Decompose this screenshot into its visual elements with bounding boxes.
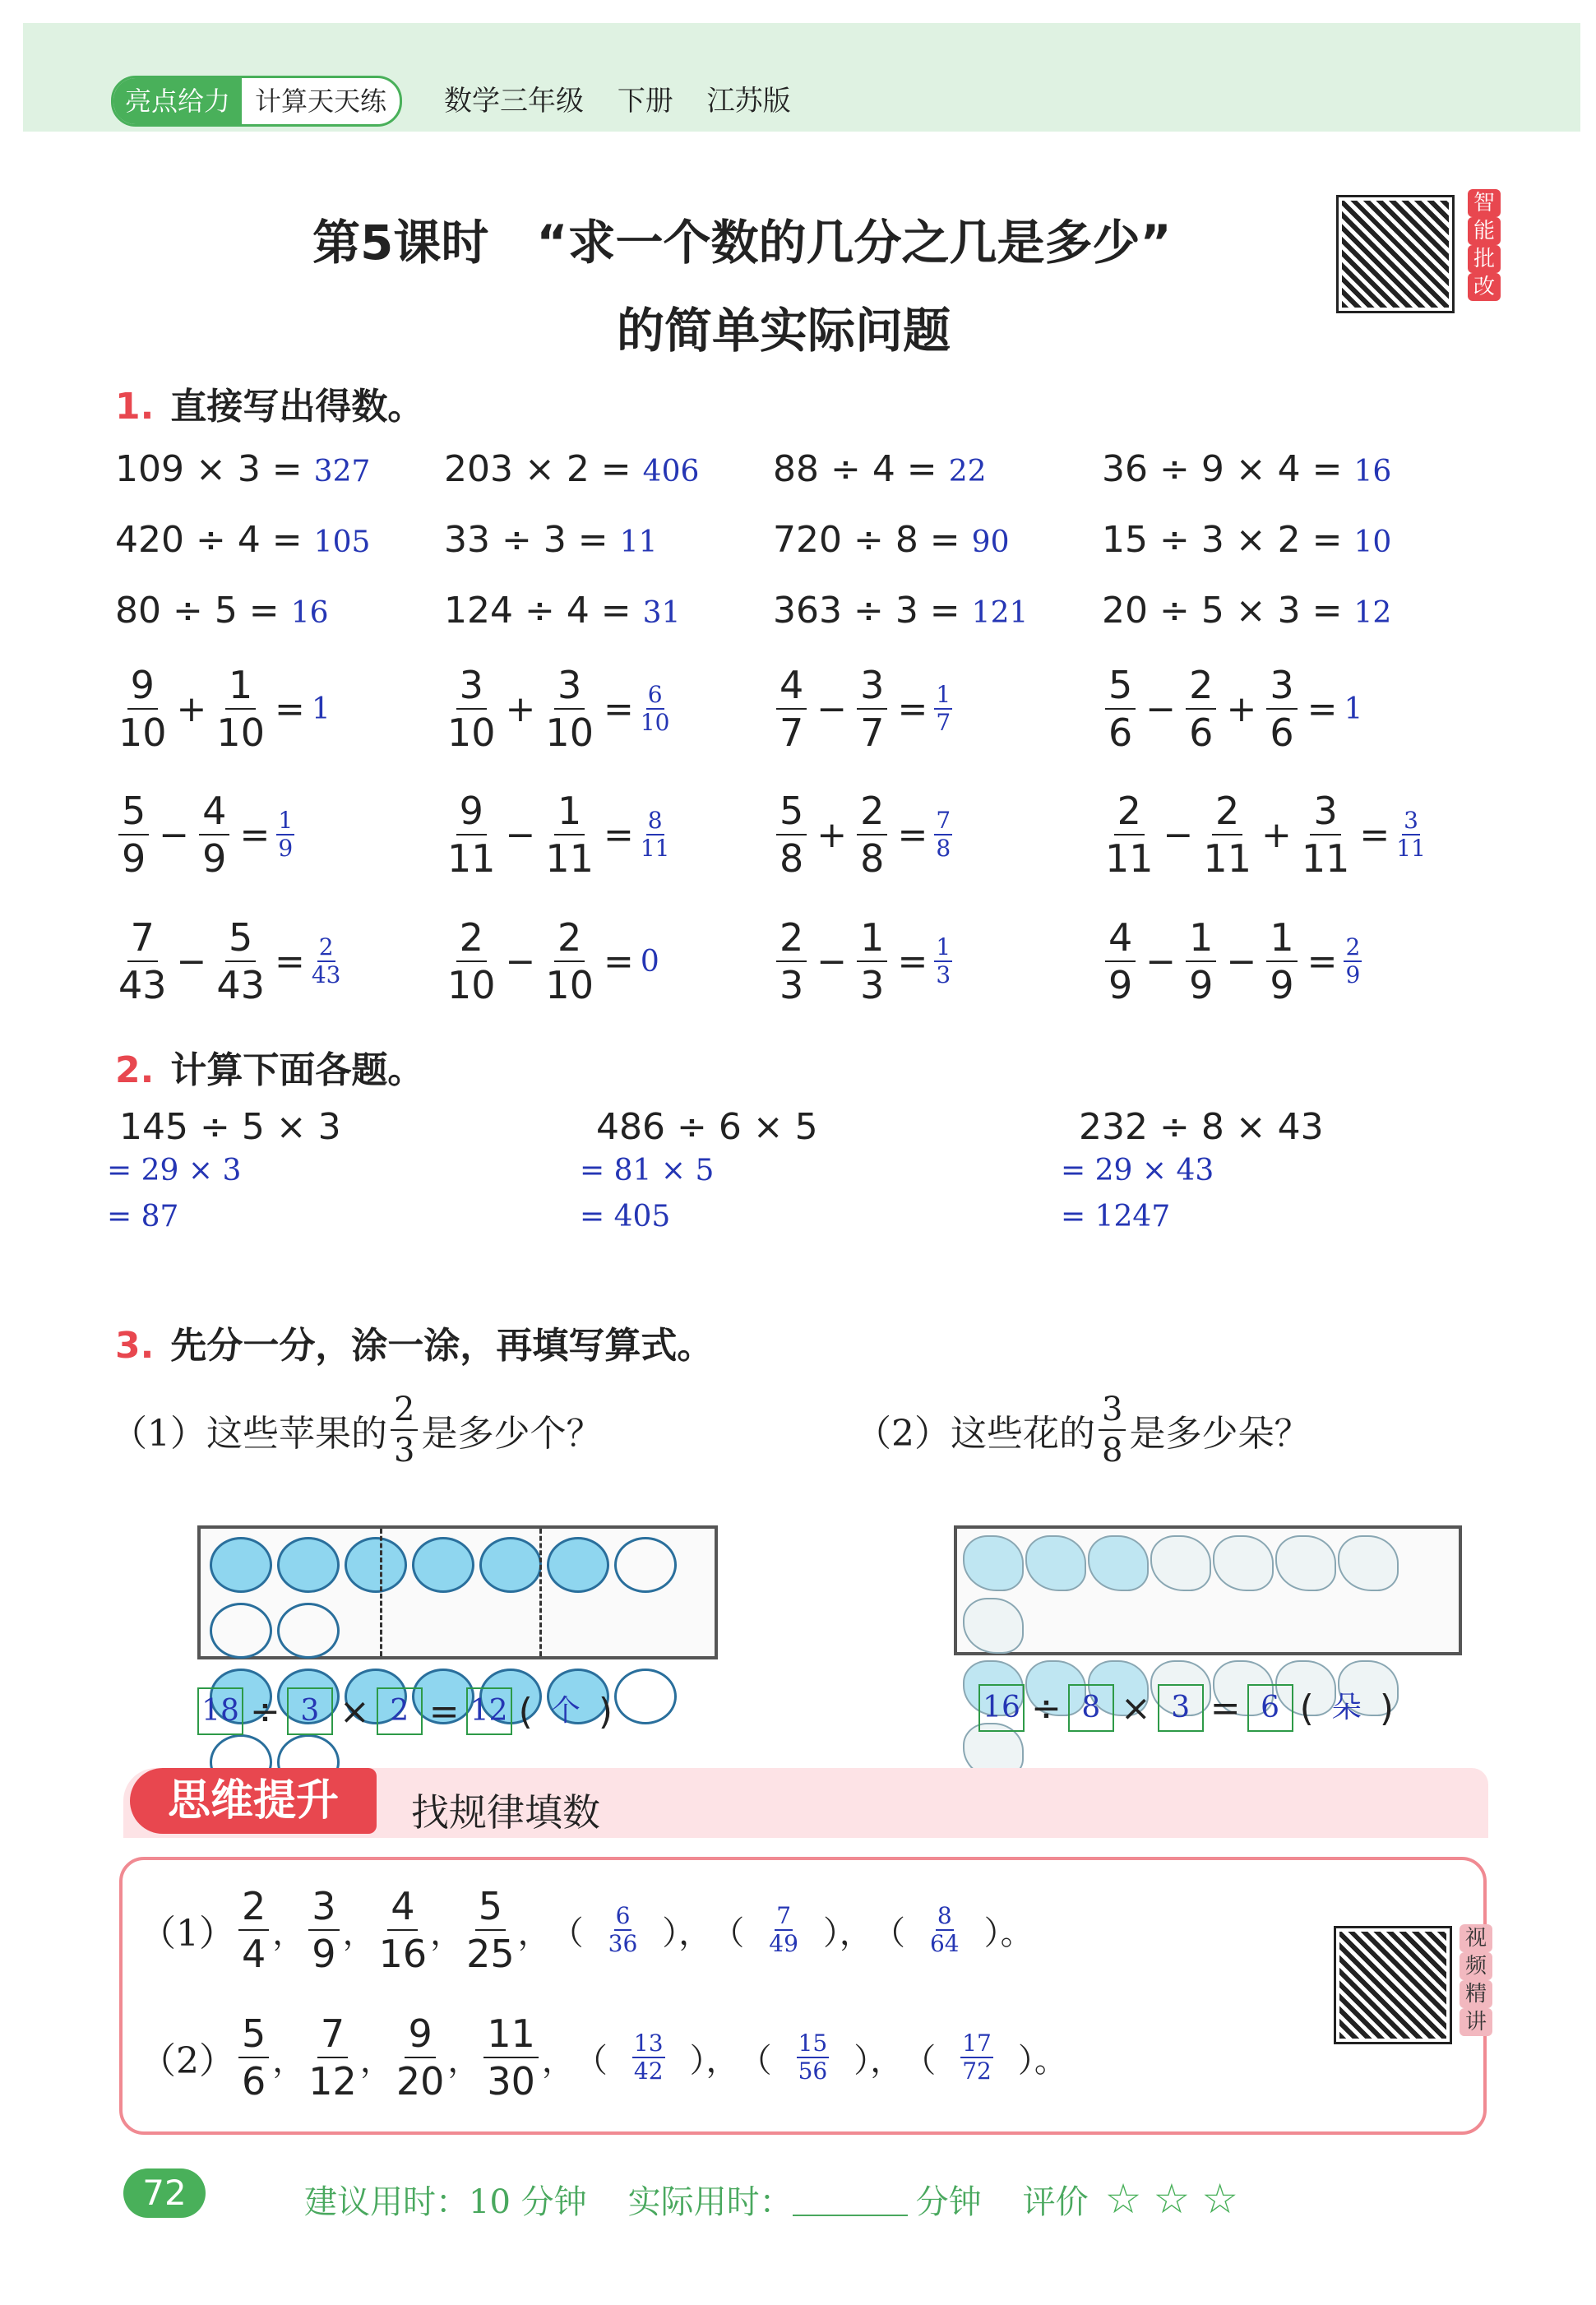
fraction-numerator: 4 bbox=[1105, 914, 1136, 962]
fraction-denominator: 6 bbox=[1108, 710, 1133, 755]
fraction bbox=[1105, 788, 1154, 882]
problem-2-text: （2）这些花的 $\frac{3}{8}$ 是多少朵？ bbox=[855, 1391, 1311, 1470]
fraction-denominator: 10 bbox=[545, 710, 594, 755]
fraction-denominator: 11 bbox=[1203, 836, 1251, 881]
operator: + bbox=[1226, 687, 1257, 730]
fraction bbox=[483, 2011, 539, 2104]
fraction-numerator: 9 bbox=[405, 2011, 435, 2058]
separator: ， bbox=[447, 2041, 481, 2080]
fraction-numerator: 2 bbox=[1212, 788, 1242, 835]
flower-icon[interactable] bbox=[1150, 1535, 1211, 1591]
separator: ， bbox=[359, 2041, 393, 2080]
fraction-denominator: 6 bbox=[242, 2059, 266, 2104]
calc-item: 203 × 2 = 406 bbox=[444, 448, 700, 490]
fraction-denominator: 10 bbox=[216, 710, 265, 755]
fraction-numerator: 5 bbox=[1105, 662, 1136, 710]
fraction-numerator: 2 bbox=[857, 788, 887, 835]
operator: = bbox=[274, 687, 305, 730]
calc-item: 36 ÷ 9 × 4 = 16 bbox=[1102, 448, 1392, 490]
fraction bbox=[308, 1883, 339, 1977]
fraction-denominator: 4 bbox=[242, 1932, 266, 1976]
fraction-numerator: 2 bbox=[776, 914, 807, 962]
fraction-denominator: 43 bbox=[216, 963, 265, 1007]
separator: ， bbox=[272, 2041, 306, 2080]
fraction-numerator: 1 bbox=[857, 914, 887, 962]
fraction-item bbox=[773, 788, 952, 882]
book-info bbox=[444, 81, 791, 122]
fraction-denominator: 9 bbox=[1108, 963, 1133, 1007]
fraction-denominator: 11 bbox=[447, 836, 496, 881]
operator: = bbox=[1307, 940, 1338, 983]
fraction-denominator: 3 bbox=[860, 963, 885, 1007]
fraction-numerator: 5 bbox=[118, 788, 149, 835]
operator: + bbox=[505, 687, 536, 730]
fraction bbox=[930, 1903, 960, 1957]
volume-label: 下册 bbox=[617, 85, 673, 118]
operator: − bbox=[176, 940, 207, 983]
calc-item: 720 ÷ 8 = 90 bbox=[773, 519, 1010, 561]
fraction bbox=[1396, 808, 1426, 862]
fraction bbox=[545, 662, 594, 756]
fraction-denominator: 8 bbox=[936, 835, 951, 862]
fraction-denominator: 42 bbox=[633, 2057, 664, 2085]
fraction bbox=[776, 914, 807, 1008]
apple-row bbox=[207, 1534, 709, 1665]
fraction-item bbox=[1102, 788, 1426, 882]
paren: ）。 bbox=[983, 1914, 1034, 1952]
answer-box[interactable]: 2 bbox=[377, 1687, 423, 1735]
fraction-numerator: 2 bbox=[456, 914, 487, 962]
fraction-denominator: 11 bbox=[545, 836, 594, 881]
formula-2: 16 ÷ 8 × 3 = 6 ( 朵 ) bbox=[978, 1684, 1400, 1732]
fraction-denominator: 6 bbox=[1270, 710, 1294, 755]
star-icon[interactable]: ☆ bbox=[1104, 2175, 1142, 2223]
operator: − bbox=[817, 940, 848, 983]
fraction-row bbox=[115, 788, 1513, 886]
fraction-numerator: 2 bbox=[1186, 662, 1216, 710]
fraction bbox=[960, 2030, 993, 2085]
fraction-numerator: 2 bbox=[1345, 933, 1361, 960]
fraction-numerator: 8 bbox=[937, 1902, 952, 1929]
fraction bbox=[545, 788, 594, 882]
apple-icon[interactable] bbox=[614, 1537, 677, 1593]
fraction-denominator: 7 bbox=[860, 710, 885, 755]
answer-box[interactable]: 3 bbox=[287, 1687, 333, 1735]
operator: = bbox=[897, 813, 928, 856]
calc-item: 20 ÷ 5 × 3 = 12 bbox=[1102, 590, 1392, 632]
apple-icon[interactable] bbox=[547, 1537, 609, 1593]
page-number: 72 bbox=[123, 2168, 206, 2218]
fraction-denominator: 10 bbox=[640, 709, 670, 736]
fraction-numerator: 9 bbox=[456, 788, 487, 835]
fraction bbox=[1203, 788, 1251, 882]
paren: （ bbox=[903, 2041, 937, 2080]
fraction bbox=[1266, 914, 1297, 1008]
fraction-numerator: 2 bbox=[554, 914, 585, 962]
fraction bbox=[857, 662, 887, 756]
fraction-denominator: 9 bbox=[312, 1932, 336, 1976]
fraction bbox=[216, 662, 265, 756]
fraction-numerator: 1 bbox=[225, 662, 256, 710]
fraction-denominator: 9 bbox=[1189, 963, 1214, 1007]
step-calc-3: 232 ÷ 8 × 43 = 29 × 43 = 1247 bbox=[1061, 1106, 1324, 1233]
apple-icon[interactable] bbox=[412, 1537, 474, 1593]
operator: − bbox=[1145, 940, 1177, 983]
fraction bbox=[934, 934, 952, 988]
fraction-denominator: 11 bbox=[1301, 836, 1350, 881]
operator: = bbox=[603, 687, 634, 730]
paren: （ bbox=[711, 1914, 745, 1952]
paren: （ bbox=[550, 1914, 584, 1952]
answer: 1 bbox=[311, 692, 331, 726]
operator: − bbox=[1145, 687, 1177, 730]
fraction-denominator: 11 bbox=[640, 835, 670, 862]
apple-icon[interactable] bbox=[210, 1603, 272, 1659]
flower-icon[interactable] bbox=[963, 1598, 1024, 1654]
paren: ）， bbox=[854, 2041, 904, 2080]
fraction-denominator: 36 bbox=[608, 1930, 638, 1957]
fraction-denominator: 9 bbox=[202, 836, 227, 881]
fraction bbox=[632, 2030, 665, 2085]
answer-box[interactable]: 8 bbox=[1068, 1684, 1114, 1732]
flower-row bbox=[962, 1534, 1455, 1659]
fraction-denominator: 43 bbox=[118, 963, 167, 1007]
step-calc-1: 145 ÷ 5 × 3 = 29 × 3 = 87 bbox=[107, 1106, 341, 1233]
calc-item: 33 ÷ 3 = 11 bbox=[444, 519, 658, 561]
fraction bbox=[308, 2011, 357, 2104]
fraction bbox=[797, 2030, 830, 2085]
fraction-denominator: 6 bbox=[1189, 710, 1214, 755]
fraction-denominator: 56 bbox=[798, 2057, 828, 2085]
thinking-title: 找规律填数 bbox=[411, 1790, 600, 1835]
fraction-item bbox=[773, 662, 952, 756]
separator: ， bbox=[430, 1914, 464, 1952]
fraction bbox=[857, 788, 887, 882]
fraction-denominator: 9 bbox=[278, 835, 294, 862]
apple-icon[interactable] bbox=[210, 1537, 272, 1593]
flower-icon[interactable] bbox=[1338, 1535, 1399, 1591]
fraction-numerator: 3 bbox=[456, 662, 487, 710]
fraction bbox=[769, 1903, 798, 1957]
fraction-denominator: 64 bbox=[929, 1930, 960, 1957]
fraction-denominator: 8 bbox=[860, 836, 885, 881]
answer-box[interactable]: 12 bbox=[466, 1687, 512, 1735]
apple-icon[interactable] bbox=[345, 1537, 407, 1593]
fraction-denominator: 10 bbox=[447, 963, 496, 1007]
series-label: 计算天天练 bbox=[255, 86, 387, 117]
separator: ， bbox=[517, 1914, 551, 1952]
paren: ）， bbox=[662, 1914, 712, 1952]
fraction-numerator: 3 bbox=[857, 662, 887, 710]
calc-item: 420 ÷ 4 = 105 bbox=[115, 519, 371, 561]
answer-box[interactable]: 6 bbox=[1247, 1684, 1293, 1732]
operator: = bbox=[274, 940, 305, 983]
operator: = bbox=[603, 813, 634, 856]
fraction bbox=[1186, 662, 1216, 756]
pattern-row-1 bbox=[140, 1883, 1034, 1977]
fraction bbox=[934, 682, 952, 736]
fraction-numerator: 4 bbox=[387, 1883, 418, 1931]
lesson-title-line2: 的简单实际问题 bbox=[617, 303, 951, 359]
fraction bbox=[608, 1903, 638, 1957]
flower-icon[interactable] bbox=[1275, 1535, 1336, 1591]
flower-icon[interactable] bbox=[963, 1535, 1024, 1591]
section-3-heading: 3. 先分一分，涂一涂，再填写算式。 bbox=[115, 1325, 714, 1367]
apple-icon[interactable] bbox=[614, 1669, 677, 1724]
fraction bbox=[447, 788, 496, 882]
series-badge bbox=[111, 76, 402, 127]
fraction bbox=[118, 914, 167, 1008]
calc-item: 80 ÷ 5 = 16 bbox=[115, 590, 329, 632]
formula-1: 18 ÷ 3 × 2 = 12 ( 个 ) bbox=[197, 1687, 619, 1735]
step-calc-2: 486 ÷ 6 × 5 = 81 × 5 = 405 bbox=[580, 1106, 818, 1233]
fraction-numerator: 4 bbox=[199, 788, 229, 835]
fraction-item bbox=[115, 788, 294, 882]
fraction-numerator: 1 bbox=[936, 681, 951, 708]
time-footer: 建议用时：10 分钟 实际用时： 分钟 评价 ☆ ☆ ☆ bbox=[304, 2175, 1239, 2223]
answer-box[interactable]: 3 bbox=[1158, 1684, 1204, 1732]
row-label: （1） bbox=[140, 1913, 235, 1955]
fraction-denominator: 9 bbox=[122, 836, 146, 881]
fraction bbox=[1302, 788, 1350, 882]
fraction bbox=[312, 934, 341, 988]
fraction-numerator: 1 bbox=[278, 807, 294, 834]
fraction-numerator: 17 bbox=[962, 2030, 992, 2057]
calc-item: 88 ÷ 4 = 22 bbox=[773, 448, 987, 490]
fraction-denominator: 7 bbox=[936, 709, 951, 736]
fraction-numerator: 1 bbox=[1186, 914, 1216, 962]
operator: = bbox=[1307, 687, 1338, 730]
fraction-row bbox=[115, 914, 1513, 1013]
paren: （ bbox=[574, 2041, 608, 2080]
fraction-denominator: 72 bbox=[962, 2057, 992, 2085]
pattern-row-2 bbox=[140, 2011, 1067, 2104]
fraction-numerator: 7 bbox=[317, 2011, 348, 2058]
fraction-row bbox=[115, 662, 1513, 761]
fraction bbox=[1105, 914, 1136, 1008]
fraction bbox=[238, 1883, 269, 1977]
paren: （ bbox=[872, 1914, 905, 1952]
calc-item: 15 ÷ 3 × 2 = 10 bbox=[1102, 519, 1392, 561]
operator: + bbox=[176, 687, 207, 730]
lesson-title-line1: 第5课时 “求一个数的几分之几是多少” bbox=[312, 215, 1172, 271]
answer-box[interactable]: 16 bbox=[978, 1684, 1025, 1732]
operator: − bbox=[159, 813, 190, 856]
problem-1-text: （1）这些苹果的 $\frac{2}{3}$ 是多少个？ bbox=[111, 1391, 603, 1470]
subject-label: 数学三年级 bbox=[444, 85, 584, 118]
flower-icon[interactable] bbox=[1088, 1535, 1149, 1591]
fraction-numerator: 3 bbox=[1266, 662, 1297, 710]
fraction-denominator: 12 bbox=[308, 2059, 357, 2104]
fraction-denominator: 25 bbox=[466, 1932, 515, 1976]
operator: = bbox=[1359, 813, 1390, 856]
fraction bbox=[776, 662, 807, 756]
fraction bbox=[776, 788, 807, 882]
fraction-numerator: 9 bbox=[127, 662, 158, 710]
separator: ， bbox=[342, 1914, 376, 1952]
fraction-numerator: 4 bbox=[776, 662, 807, 710]
fraction-numerator: 6 bbox=[647, 681, 663, 708]
operator: = bbox=[897, 687, 928, 730]
fraction-denominator: 30 bbox=[487, 2059, 535, 2104]
edition-label: 江苏版 bbox=[706, 85, 791, 118]
fraction bbox=[641, 808, 670, 862]
video-lecture-label: 视 频 精 讲 bbox=[1460, 1924, 1492, 2036]
row-label: （2） bbox=[140, 2040, 235, 2082]
fraction bbox=[379, 1883, 428, 1977]
fraction-numerator: 5 bbox=[475, 1883, 506, 1931]
fraction-numerator: 3 bbox=[1404, 807, 1418, 834]
separator: ， bbox=[272, 1914, 306, 1952]
fraction-item bbox=[1102, 662, 1362, 756]
fraction-numerator: 13 bbox=[633, 2030, 664, 2057]
fraction bbox=[447, 662, 496, 756]
fraction-item bbox=[444, 788, 669, 882]
flower-icon[interactable] bbox=[1025, 1535, 1086, 1591]
fraction-denominator: 16 bbox=[378, 1932, 428, 1976]
fraction-numerator: 5 bbox=[238, 2011, 269, 2058]
answer: 0 bbox=[640, 944, 659, 979]
fraction-denominator: 43 bbox=[311, 961, 341, 988]
thinking-tab: 思维提升 bbox=[130, 1768, 377, 1834]
fraction-denominator: 20 bbox=[396, 2059, 445, 2104]
fraction-denominator: 10 bbox=[447, 710, 496, 755]
fraction-denominator: 8 bbox=[779, 836, 804, 881]
section-1-heading: 1. 直接写出得数。 bbox=[115, 386, 424, 428]
fraction-numerator: 2 bbox=[238, 1883, 269, 1931]
operator: − bbox=[817, 687, 848, 730]
fraction bbox=[545, 914, 594, 1008]
fraction-item bbox=[115, 914, 340, 1008]
fraction-item bbox=[773, 914, 952, 1008]
fraction-denominator: 49 bbox=[769, 1930, 798, 1957]
fraction bbox=[857, 914, 887, 1008]
fraction-denominator: 3 bbox=[936, 961, 951, 988]
operator: + bbox=[1261, 813, 1292, 856]
section-2-heading: 2. 计算下面各题。 bbox=[115, 1049, 424, 1091]
fraction bbox=[1266, 662, 1297, 756]
operator: − bbox=[1226, 940, 1257, 983]
fraction-denominator: 11 bbox=[1396, 835, 1426, 862]
fraction bbox=[447, 914, 496, 1008]
fraction bbox=[1186, 914, 1216, 1008]
fraction-denominator: 9 bbox=[1270, 963, 1294, 1007]
fraction bbox=[1105, 662, 1136, 756]
fraction-denominator: 9 bbox=[1345, 961, 1361, 988]
flower-icon[interactable] bbox=[1213, 1535, 1274, 1591]
fraction-numerator: 7 bbox=[127, 914, 158, 962]
operator: = bbox=[897, 940, 928, 983]
fraction bbox=[934, 808, 952, 862]
separator: ， bbox=[541, 2041, 575, 2080]
fraction-numerator: 11 bbox=[483, 2011, 539, 2058]
fraction-numerator: 5 bbox=[225, 914, 256, 962]
paren: ）， bbox=[822, 1914, 872, 1952]
fraction bbox=[118, 788, 149, 882]
fraction bbox=[276, 808, 294, 862]
paren: ）， bbox=[689, 2041, 739, 2080]
fraction-numerator: 1 bbox=[1266, 914, 1297, 962]
apples-picture[interactable] bbox=[197, 1525, 718, 1659]
calc-item: 109 × 3 = 327 bbox=[115, 448, 371, 490]
fraction bbox=[118, 662, 167, 756]
fraction-item bbox=[444, 914, 659, 1008]
fraction-numerator: 7 bbox=[936, 807, 951, 834]
fraction-numerator: 3 bbox=[554, 662, 585, 710]
flowers-picture[interactable] bbox=[954, 1525, 1462, 1655]
operator: − bbox=[505, 813, 536, 856]
operator: + bbox=[817, 813, 848, 856]
fraction-numerator: 3 bbox=[1310, 788, 1340, 835]
star-icon[interactable]: ☆ bbox=[1153, 2175, 1191, 2223]
fraction-item bbox=[444, 662, 669, 756]
fraction-denominator: 11 bbox=[1105, 836, 1154, 881]
fraction-item bbox=[1102, 914, 1362, 1008]
answer-box[interactable]: 18 bbox=[197, 1687, 243, 1735]
operator: = bbox=[603, 940, 634, 983]
fraction-numerator: 2 bbox=[1114, 788, 1145, 835]
fraction-item bbox=[115, 662, 331, 756]
smart-grading-label: 智 能 批 改 bbox=[1468, 189, 1501, 301]
fraction-numerator: 1 bbox=[554, 788, 585, 835]
paren: ）。 bbox=[1017, 2041, 1067, 2080]
fraction-numerator: 6 bbox=[615, 1902, 631, 1929]
apple-icon[interactable] bbox=[277, 1537, 340, 1593]
fraction-denominator: 7 bbox=[779, 710, 804, 755]
fraction-numerator: 8 bbox=[647, 807, 663, 834]
fraction bbox=[466, 1883, 515, 1977]
operator: − bbox=[505, 940, 536, 983]
fraction bbox=[199, 788, 229, 882]
fraction-denominator: 10 bbox=[118, 710, 167, 755]
fraction bbox=[1344, 934, 1362, 988]
fraction-numerator: 2 bbox=[318, 933, 334, 960]
operator: − bbox=[1163, 813, 1194, 856]
fraction bbox=[238, 2011, 269, 2104]
fraction-numerator: 7 bbox=[776, 1902, 792, 1929]
brand-label: 亮点给力 bbox=[113, 78, 242, 124]
paren: （ bbox=[738, 2041, 772, 2080]
calc-item: 124 ÷ 4 = 31 bbox=[444, 590, 681, 632]
fraction bbox=[396, 2011, 445, 2104]
star-icon[interactable]: ☆ bbox=[1201, 2175, 1239, 2223]
operator: = bbox=[239, 813, 271, 856]
fraction bbox=[641, 682, 670, 736]
fraction-denominator: 10 bbox=[545, 963, 594, 1007]
calc-item: 363 ÷ 3 = 121 bbox=[773, 590, 1029, 632]
fraction-numerator: 15 bbox=[798, 2030, 828, 2057]
apple-icon[interactable] bbox=[479, 1537, 542, 1593]
answer: 1 bbox=[1344, 692, 1363, 726]
fraction-denominator: 3 bbox=[779, 963, 804, 1007]
video-qr-icon[interactable] bbox=[1336, 1928, 1450, 2042]
fraction-numerator: 1 bbox=[936, 933, 951, 960]
fraction-numerator: 3 bbox=[308, 1883, 339, 1931]
apple-icon[interactable] bbox=[277, 1603, 340, 1659]
fraction-numerator: 5 bbox=[776, 788, 807, 835]
qr-code-icon[interactable] bbox=[1339, 197, 1452, 311]
fraction bbox=[216, 914, 265, 1008]
